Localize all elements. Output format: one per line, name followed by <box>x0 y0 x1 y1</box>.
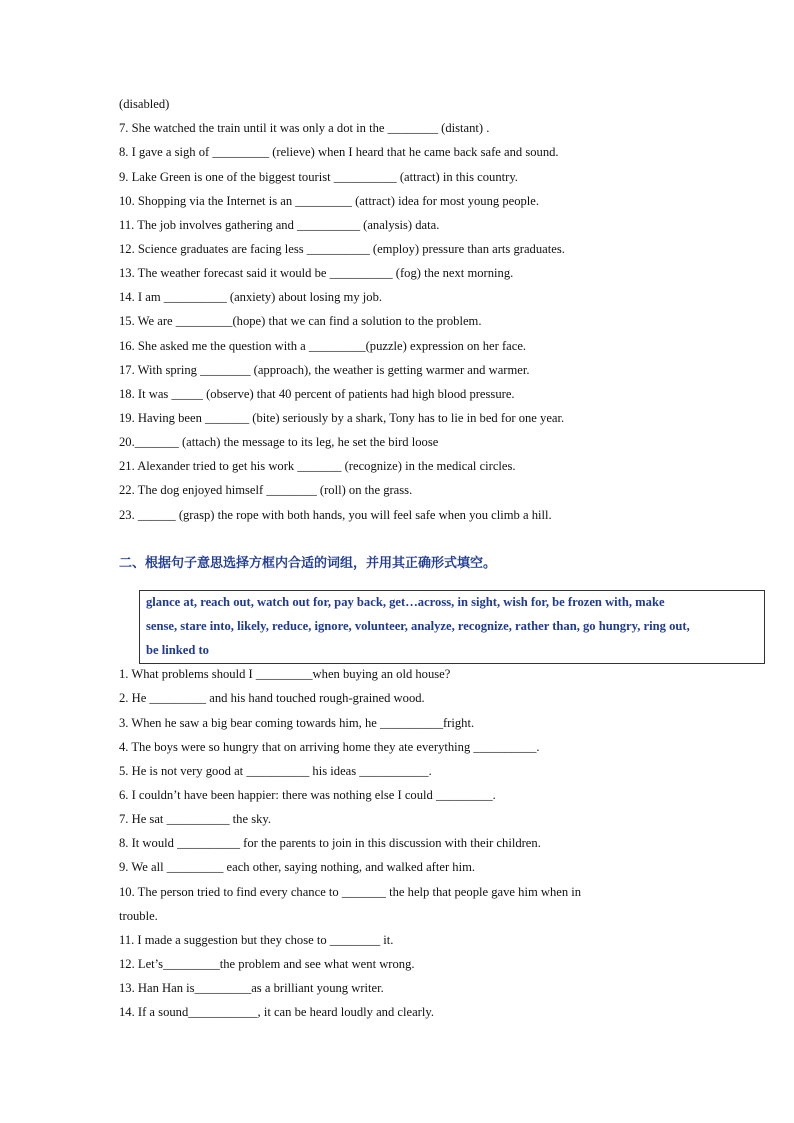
part2-line: 14. If a sound___________, it can be heard loudly and clearly. <box>119 1005 434 1019</box>
word-bank-line: glance at, reach out, watch out for, pay back, get…across, in sight, wish for, be frozen with, make <box>146 595 665 609</box>
part2-line: 10. The person tried to find every chance to _______ the help that people gave him when in <box>119 885 582 899</box>
section-heading: 二、根据句子意思选择方框内合适的词组，并用其正确形式填空。 <box>119 556 497 571</box>
part2-line: trouble. <box>119 909 158 923</box>
part1-line: 15. We are _________(hope) that we can find a solution to the problem. <box>119 314 482 328</box>
part1-line: 10. Shopping via the Internet is an _________ (attract) idea for most young people. <box>119 194 540 208</box>
part2-line: 2. He _________ and his hand touched rough-grained wood. <box>119 691 425 705</box>
part2-line: 6. I couldn’t have been happier: there was nothing else I could _________. <box>119 788 496 802</box>
part1-line: 20._______ (attach) the message to its leg, he set the bird loose <box>119 435 439 449</box>
part2-line: 8. It would __________ for the parents to join in this discussion with their children. <box>119 836 541 850</box>
part2-line: 11. I made a suggestion but they chose to ________ it. <box>119 933 394 947</box>
part1-line: 19. Having been _______ (bite) seriously by a shark, Tony has to lie in bed for one year. <box>119 411 565 425</box>
part1-line: (disabled) <box>119 97 170 111</box>
part2-line: 12. Let’s_________the problem and see what went wrong. <box>119 957 415 971</box>
part1-line: 13. The weather forecast said it would be __________ (fog) the next morning. <box>119 266 514 280</box>
part1-line: 8. I gave a sigh of _________ (relieve) when I heard that he came back safe and sound. <box>119 145 559 159</box>
part1-line: 18. It was _____ (observe) that 40 percent of patients had high blood pressure. <box>119 387 515 401</box>
part1-line: 22. The dog enjoyed himself ________ (roll) on the grass. <box>119 483 413 497</box>
part2-line: 13. Han Han is_________as a brilliant young writer. <box>119 981 384 995</box>
part2-line: 4. The boys were so hungry that on arriving home they ate everything __________. <box>119 740 540 754</box>
part2-line: 7. He sat __________ the sky. <box>119 812 272 826</box>
word-bank-line: be linked to <box>146 643 209 657</box>
part1-line: 14. I am __________ (anxiety) about losing my job. <box>119 290 383 304</box>
part1-line: 12. Science graduates are facing less __________ (employ) pressure than arts graduates. <box>119 242 565 256</box>
part1-line: 7. She watched the train until it was only a dot in the ________ (distant) . <box>119 121 490 135</box>
part2-line: 3. When he saw a big bear coming towards him, he __________fright. <box>119 716 475 730</box>
part2-line: 1. What problems should I _________when buying an old house? <box>119 667 451 681</box>
word-bank-box <box>139 590 765 664</box>
part1-line: 9. Lake Green is one of the biggest tourist __________ (attract) in this country. <box>119 170 518 184</box>
part2-line: 5. He is not very good at __________ his ideas ___________. <box>119 764 432 778</box>
part1-line: 23. ______ (grasp) the rope with both hands, you will feel safe when you climb a hill. <box>119 508 552 522</box>
part2-line: 9. We all _________ each other, saying nothing, and walked after him. <box>119 860 476 874</box>
part1-line: 21. Alexander tried to get his work _______ (recognize) in the medical circles. <box>119 459 516 473</box>
part1-line: 17. With spring ________ (approach), the weather is getting warmer and warmer. <box>119 363 530 377</box>
word-bank-line: sense, stare into, likely, reduce, ignore, volunteer, analyze, recognize, rather than, go hungry, ring out, <box>146 619 690 633</box>
part1-line: 16. She asked me the question with a _________(puzzle) expression on her face. <box>119 339 527 353</box>
part1-line: 11. The job involves gathering and __________ (analysis) data. <box>119 218 440 232</box>
